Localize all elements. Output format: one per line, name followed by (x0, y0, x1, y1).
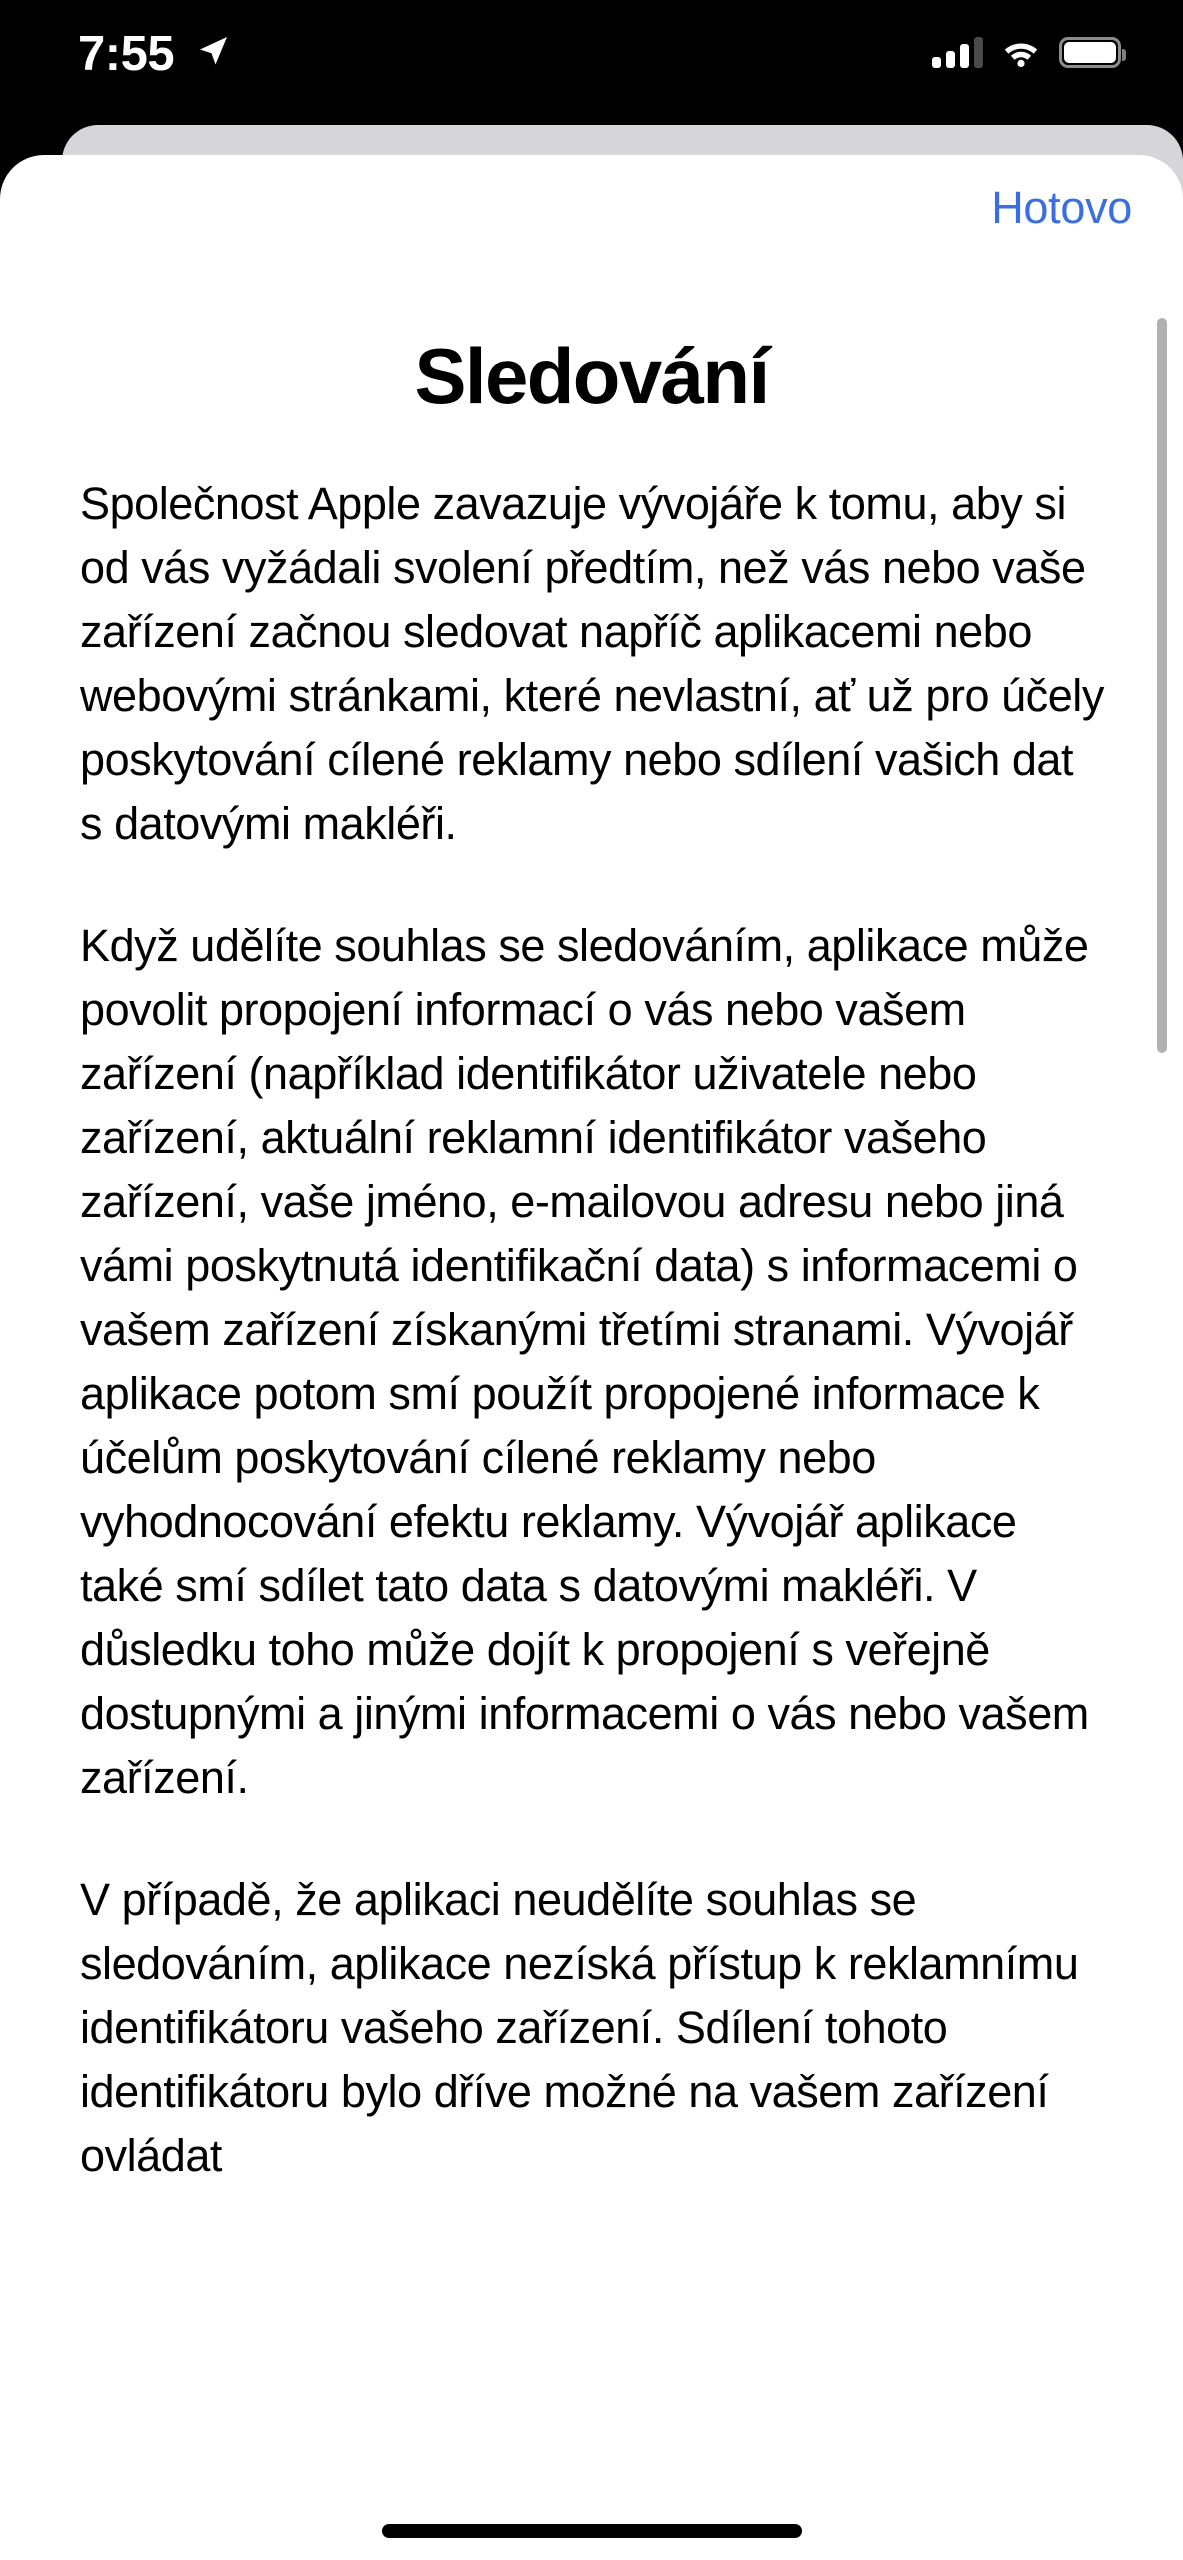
status-bar (0, 0, 1183, 125)
modal-sheet (0, 155, 1183, 2560)
location-arrow-icon (196, 34, 230, 68)
scrollable-content[interactable] (0, 265, 1183, 2560)
vertical-scrollbar[interactable] (1157, 318, 1167, 1053)
home-indicator[interactable] (382, 2524, 802, 2538)
wifi-icon (1001, 37, 1041, 67)
sheet-header (0, 155, 1183, 265)
cellular-signal-icon (932, 36, 983, 68)
paragraph-2: Když udělíte souhlas se sledováním, aplikace může povolit propojení informací o vás nebo vašem zařízení (například identifikátor uživatele nebo zařízení, aktuální reklamní identifikátor vašeho zařízení, vaše jméno, e-mailovou adresu nebo jiná vámi poskytnutá identifikační data) s informacemi o vašem zařízení získanými třetími stranami. Vývojář aplikace potom smí použít propojené informace k účelům poskytování cílené reklamy nebo vyhodnocování efektu reklamy. Vývojář aplikace také smí sdílet tato data s datovými makléři. V důsledku toho může dojít k propojení s veřejně dostupnými a jinými informacemi o vás nebo vašem zařízení. (80, 920, 1089, 1803)
status-bar-indicators (932, 36, 1121, 68)
body-copy (0, 472, 1183, 2188)
paragraph-1: Společnost Apple zavazuje vývojáře k tomu, aby si od vás vyžádali svolení předtím, než vás nebo vaše zařízení začnou sledovat napříč aplikacemi nebo webovými stránkami, které nevlastní, ať už pro účely poskytování cílené reklamy nebo sdílení vašich dat s datovými makléři. (80, 478, 1104, 849)
paragraph-3: V případě, že aplikaci neudělíte souhlas se sledováním, aplikace nezíská přístup k reklamnímu identifikátoru vašeho zařízení. Sdílení tohoto identifikátoru bylo dříve možné na vašem zařízení ovládat (80, 1874, 1079, 2181)
page-title: Sledování (414, 332, 769, 420)
done-button[interactable]: Hotovo (991, 178, 1132, 238)
status-bar-clock: 7:55 (78, 27, 175, 81)
battery-icon (1059, 37, 1121, 68)
